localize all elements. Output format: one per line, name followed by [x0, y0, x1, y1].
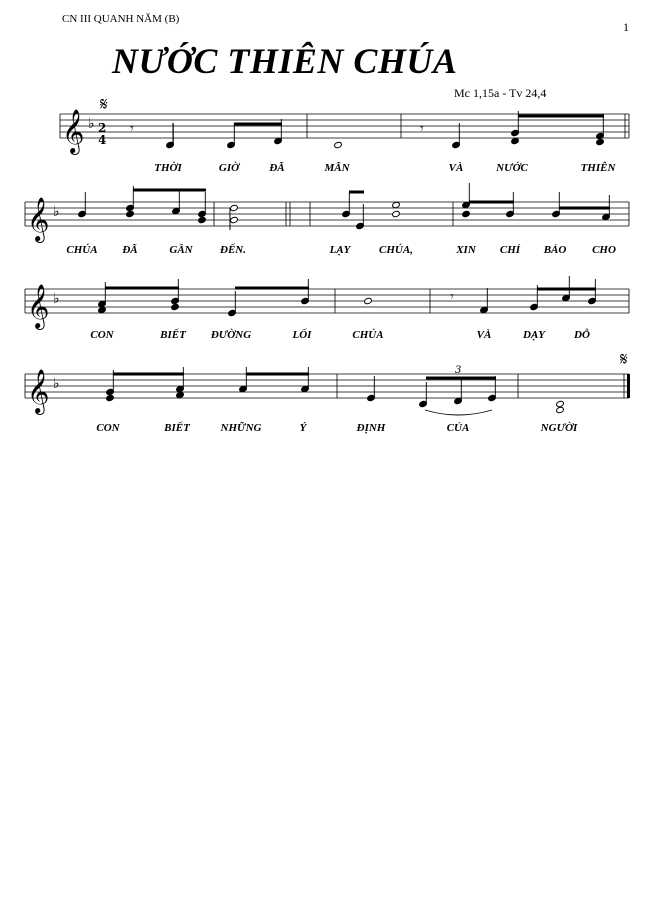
note-head [556, 406, 565, 413]
note-head [198, 216, 207, 223]
note-head [230, 216, 239, 223]
segno-icon: 𝄋 [100, 94, 108, 115]
song-title: NƯỚC THIÊN CHÚA [112, 41, 458, 81]
note-head [392, 210, 401, 217]
flat-icon: ♭ [88, 116, 95, 132]
lyric-syllable: BIẾT [160, 329, 186, 341]
time-signature-bottom: 4 [98, 133, 107, 147]
lyric-syllable: NGƯỜI [540, 422, 578, 434]
lyric-syllable: ĐÃ [269, 162, 285, 174]
lyric-syllable: CON [96, 422, 120, 434]
treble-clef-icon: 𝄞 [62, 109, 85, 153]
note-head [171, 303, 180, 310]
note-head [392, 201, 401, 208]
eighth-rest-icon: 𝄾 [130, 121, 134, 137]
segno-icon: 𝄋 [620, 349, 628, 370]
lyric-syllable: CHÚA [352, 329, 384, 341]
lyric-syllable: THỜI [154, 162, 182, 174]
lyric-syllable: CHÚA, [379, 244, 413, 256]
lyric-syllable: CHỈ [499, 244, 521, 256]
slur [425, 410, 492, 415]
lyric-syllable: GIỜ [218, 162, 240, 174]
lyric-syllable: LẠY [329, 244, 351, 256]
lyric-syllable: XIN [456, 244, 476, 256]
lyric-syllable: DỖ [574, 329, 590, 341]
lyric-syllable: CỦA [446, 422, 470, 434]
flat-icon: ♭ [53, 376, 60, 392]
final-barline [627, 374, 630, 398]
treble-clef-icon: 𝄞 [27, 369, 50, 413]
collection-label: CN III QUANH NĂM (B) [62, 13, 180, 25]
lyric-syllable: DẠY [523, 329, 545, 341]
lyric-syllable: NƯỚC [496, 162, 528, 174]
scripture-reference: Mc 1,15a - Tv 24,4 [454, 86, 547, 100]
page-number: 1 [623, 20, 629, 34]
lyric-syllable: CHÚA [66, 244, 98, 256]
staff-system-3 [25, 284, 629, 330]
note-head [462, 210, 471, 217]
note-head [511, 137, 520, 144]
note-head [126, 210, 135, 217]
lyric-syllable: CON [90, 329, 114, 341]
triplet-mark: 3 [455, 365, 462, 376]
note-head [364, 297, 373, 304]
note-head [176, 391, 185, 398]
lyric-syllable: BIẾT [164, 422, 190, 434]
lyric-syllable: GẦN [169, 244, 193, 256]
lyric-syllable: THIÊN [580, 162, 616, 174]
lyric-syllable: ĐẾN. [220, 244, 246, 256]
lyric-syllable: ĐÃ [122, 244, 138, 256]
treble-clef-icon: 𝄞 [27, 197, 50, 241]
lyric-syllable: NHỮNG [220, 422, 262, 434]
staff-system-2 [25, 197, 629, 243]
lyric-syllable: ĐƯỜNG [210, 329, 252, 341]
lyric-syllable: VÀ [476, 329, 492, 341]
note-head [98, 306, 107, 313]
note-head [106, 394, 115, 401]
lyric-syllable: CHO [592, 244, 616, 256]
lyric-syllable: VÀ [448, 162, 464, 174]
note-head [334, 141, 343, 148]
treble-clef-icon: 𝄞 [27, 284, 50, 328]
time-signature-top: 2 [98, 121, 107, 135]
lyric-syllable: LỐI [292, 329, 312, 341]
lyric-syllable: MÃN [324, 162, 350, 174]
eighth-rest-icon: 𝄾 [420, 121, 424, 137]
lyric-syllable: ĐỊNH [356, 422, 386, 434]
note-head [556, 400, 565, 407]
flat-icon: ♭ [53, 204, 60, 220]
eighth-rest-icon: 𝄾 [450, 289, 454, 305]
staff-system-4 [25, 369, 630, 415]
note-head [230, 204, 239, 211]
note-head [596, 138, 605, 145]
flat-icon: ♭ [53, 291, 60, 307]
lyric-syllable: BẢO [543, 244, 567, 256]
lyric-syllable: Ý [299, 422, 307, 434]
